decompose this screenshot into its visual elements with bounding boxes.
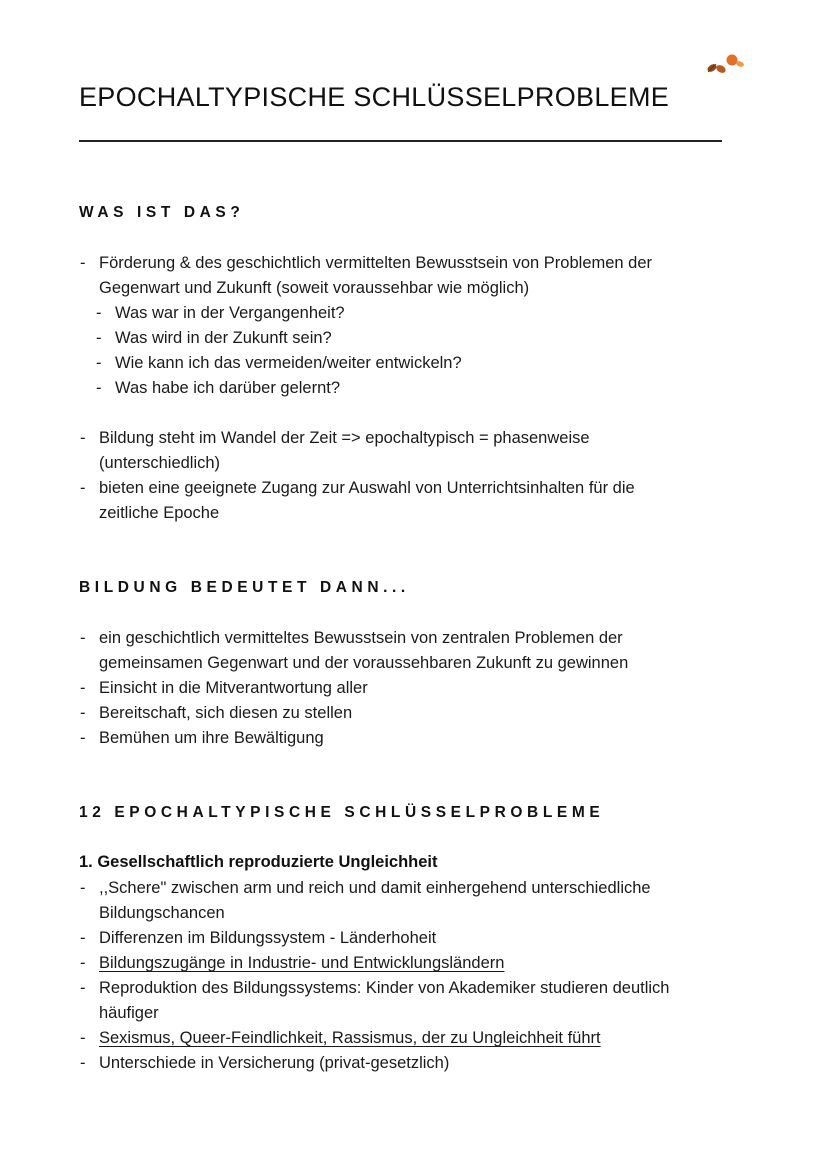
list-item [79, 1026, 669, 1051]
page-title: EPOCHALTYPISCHE SCHLÜSSELPROBLEME [79, 82, 670, 112]
underlined-text: Sexismus, Queer-Feindlichkeit, Rassismus, der zu Ungleichheit führt [99, 1029, 601, 1047]
list-item: - Differenzen im Bildungssystem - Länderhoheit [79, 926, 669, 951]
list-item: - ein geschichtlich vermitteltes Bewusstsein von zentralen Problemen der gemeinsamen Gegenwart und der voraussehbaren Zukunft zu gewinnen [79, 626, 628, 676]
subheading-ungleichheit: 1. Gesellschaftlich reproduzierte Ungleichheit [79, 853, 438, 871]
list-item: - Was wird in der Zukunft sein? [95, 326, 652, 351]
list-item: - Was war in der Vergangenheit? [95, 301, 652, 326]
list-item: - Förderung & des geschichtlich vermittelten Bewusstsein von Problemen der Gegenwart und Zukunft (soweit voraussehbar wie möglich) [79, 251, 652, 301]
section-heading-was-ist-das: WAS IST DAS? [79, 204, 245, 221]
list-item: - ,,Schere" zwischen arm und reich und damit einhergehend unterschiedliche Bildungschancen [79, 876, 669, 926]
list-item [79, 951, 669, 976]
section-heading-schluesselprobleme: 12 EPOCHALTYPISCHE SCHLÜSSELPROBLEME [79, 804, 605, 821]
list-item: - Einsicht in die Mitverantwortung aller [79, 676, 628, 701]
section2-list [79, 626, 628, 751]
list-item: - bieten eine geeignete Zugang zur Auswahl von Unterrichtsinhalten für die zeitliche Epoche [79, 476, 652, 526]
underlined-text: Bildungszugänge in Industrie- und Entwicklungsländern [99, 954, 505, 972]
list-item: - Bemühen um ihre Bewältigung [79, 726, 628, 751]
section1-list [79, 251, 652, 526]
list-item: - Bereitschaft, sich diesen zu stellen [79, 701, 628, 726]
title-divider [79, 140, 722, 142]
autumn-leaves-icon [700, 50, 752, 80]
list-item: - Wie kann ich das vermeiden/weiter entwickeln? [95, 351, 652, 376]
list-item: - Reproduktion des Bildungssystems: Kinder von Akademiker studieren deutlich häufiger [79, 976, 669, 1026]
list-item: - Was habe ich darüber gelernt? [95, 376, 652, 401]
list-item: - Unterschiede in Versicherung (privat-gesetzlich) [79, 1051, 669, 1076]
section3-list [79, 876, 669, 1076]
section-heading-bildung-bedeutet: BILDUNG BEDEUTET DANN... [79, 579, 410, 596]
list-item: - Bildung steht im Wandel der Zeit => epochaltypisch = phasenweise (unterschiedlich) [79, 426, 652, 476]
